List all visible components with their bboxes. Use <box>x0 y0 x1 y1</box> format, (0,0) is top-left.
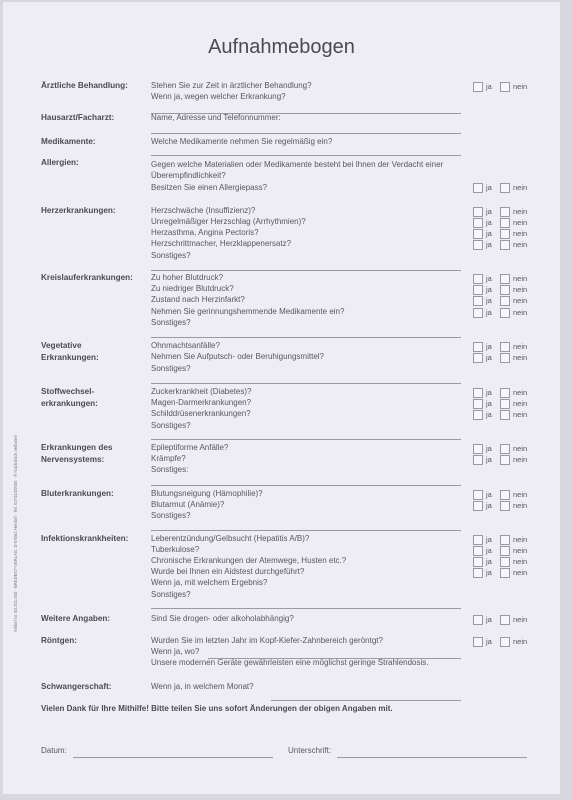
checkbox-ja[interactable] <box>473 399 483 409</box>
yes-no-group <box>473 615 528 625</box>
question: Überempfindlichkeit? <box>151 171 226 180</box>
nein-label: nein <box>513 229 528 238</box>
checkbox-ja[interactable] <box>473 342 483 352</box>
nein-label: nein <box>513 410 528 419</box>
checkbox-ja[interactable] <box>473 568 483 578</box>
checkbox-ja[interactable] <box>473 501 483 511</box>
answer-line[interactable] <box>151 485 461 486</box>
question: Chronische Erkrankungen der Atemwege, Husten etc.? <box>151 556 347 565</box>
ja-label: ja <box>486 183 492 192</box>
checkbox-ja[interactable] <box>473 615 483 625</box>
question: Krämpfe? <box>151 454 186 463</box>
nein-label: nein <box>513 308 528 317</box>
checkbox-nein[interactable] <box>500 240 510 250</box>
side-imprint: Artikel Nr. 83.201.000 · BREDENT-VERLAG, D-57862 Herdorf · Tel. 02744/20000 · ® Nachdruck verboten <box>13 435 18 632</box>
nein-label: nein <box>513 183 528 192</box>
ja-label: ja <box>486 410 492 419</box>
yes-no-group <box>473 229 528 239</box>
section-label: Erkrankungen des Nervensystems: <box>41 443 113 464</box>
nein-label: nein <box>513 388 528 397</box>
answer-line[interactable] <box>151 133 461 134</box>
ja-label: ja <box>486 568 492 577</box>
yes-no-group <box>473 546 528 556</box>
nein-label: nein <box>513 535 528 544</box>
nein-label: nein <box>513 285 528 294</box>
ja-label: ja <box>486 455 492 464</box>
section-label: Herzerkrankungen: <box>41 206 116 215</box>
section-label: Stoffwechsel-erkrankungen: <box>41 387 98 408</box>
checkbox-nein[interactable] <box>500 274 510 284</box>
checkbox-ja[interactable] <box>473 240 483 250</box>
yes-no-group <box>473 183 528 193</box>
section-label: Schwangerschaft: <box>41 682 112 691</box>
form-title: Aufnahmebogen <box>208 36 355 58</box>
checkbox-ja[interactable] <box>473 308 483 318</box>
question: Blutungsneigung (Hämophilie)? <box>151 489 263 498</box>
nein-label: nein <box>513 490 528 499</box>
checkbox-nein[interactable] <box>500 285 510 295</box>
ja-label: ja <box>486 82 492 91</box>
answer-line[interactable] <box>151 155 461 156</box>
checkbox-ja[interactable] <box>473 490 483 500</box>
question: Wenn ja, wo? <box>151 647 200 656</box>
ja-label: ja <box>486 444 492 453</box>
ja-label: ja <box>486 615 492 624</box>
checkbox-ja[interactable] <box>473 274 483 284</box>
checkbox-nein[interactable] <box>500 501 510 511</box>
yes-no-group <box>473 444 528 454</box>
question: Sonstiges? <box>151 318 191 327</box>
nein-label: nein <box>513 296 528 305</box>
yes-no-group <box>473 82 528 92</box>
yes-no-group <box>473 240 528 250</box>
nein-label: nein <box>513 568 528 577</box>
date-label: Datum: <box>41 746 67 755</box>
ja-label: ja <box>486 388 492 397</box>
section-label: Kreislauferkrankungen: <box>41 273 133 282</box>
ja-label: ja <box>486 353 492 362</box>
ja-label: ja <box>486 557 492 566</box>
signature-label: Unterschrift: <box>288 746 332 755</box>
question: Sonstiges? <box>151 590 191 599</box>
ja-label: ja <box>486 240 492 249</box>
nein-label: nein <box>513 399 528 408</box>
yes-no-group <box>473 207 528 217</box>
ja-label: ja <box>486 342 492 351</box>
checkbox-nein[interactable] <box>500 82 510 92</box>
section-label: Vegetative Erkrankungen: <box>41 341 99 362</box>
checkbox-nein[interactable] <box>500 455 510 465</box>
question: Herzschrittmacher, Herzklappenersatz? <box>151 239 292 248</box>
checkbox-ja[interactable] <box>473 444 483 454</box>
checkbox-nein[interactable] <box>500 342 510 352</box>
checkbox-ja[interactable] <box>473 455 483 465</box>
question: Zuckerkrankheit (Diabetes)? <box>151 387 252 396</box>
ja-label: ja <box>486 637 492 646</box>
checkbox-nein[interactable] <box>500 637 510 647</box>
nein-label: nein <box>513 615 528 624</box>
checkbox-nein[interactable] <box>500 535 510 545</box>
answer-line[interactable] <box>151 439 461 440</box>
nein-label: nein <box>513 455 528 464</box>
yes-no-group <box>473 388 528 398</box>
section-label: Infektionskrankheiten: <box>41 534 129 543</box>
checkbox-ja[interactable] <box>473 218 483 228</box>
nein-label: nein <box>513 637 528 646</box>
question: Unregelmäßiger Herzschlag (Arrhythmien)? <box>151 217 306 226</box>
question: Wenn ja, mit welchem Ergebnis? <box>151 578 268 587</box>
question: Zustand nach Herzinfarkt? <box>151 295 245 304</box>
question: Blutarmut (Anämie)? <box>151 500 225 509</box>
yes-no-group <box>473 296 528 306</box>
question: Herzschwäche (Insuffizienz)? <box>151 206 256 215</box>
checkbox-ja[interactable] <box>473 82 483 92</box>
answer-line[interactable] <box>271 700 461 701</box>
checkbox-ja[interactable] <box>473 353 483 363</box>
checkbox-ja[interactable] <box>473 637 483 647</box>
checkbox-ja[interactable] <box>473 285 483 295</box>
checkbox-nein[interactable] <box>500 229 510 239</box>
question: Nehmen Sie Aufputsch- oder Beruhigungsmittel? <box>151 352 324 361</box>
checkbox-nein[interactable] <box>500 183 510 193</box>
section-label: Ärztliche Behandlung: <box>41 81 128 90</box>
question: Tuberkulose? <box>151 545 200 554</box>
nein-label: nein <box>513 501 528 510</box>
checkbox-ja[interactable] <box>473 207 483 217</box>
checkbox-ja[interactable] <box>473 183 483 193</box>
nein-label: nein <box>513 218 528 227</box>
nein-label: nein <box>513 274 528 283</box>
checkbox-nein[interactable] <box>500 399 510 409</box>
question: Sonstiges? <box>151 251 191 260</box>
question: Sind Sie drogen- oder alkoholabhängig? <box>151 614 294 623</box>
checkbox-ja[interactable] <box>473 388 483 398</box>
question: Wurden Sie im letzten Jahr im Kopf-Kiefer-Zahnbereich geröntgt? <box>151 636 383 645</box>
nein-label: nein <box>513 557 528 566</box>
checkbox-nein[interactable] <box>500 557 510 567</box>
yes-no-group <box>473 218 528 228</box>
answer-line[interactable] <box>208 658 461 659</box>
question: Gegen welche Materialien oder Medikamente besteht bei Ihnen der Verdacht einer <box>151 160 444 169</box>
yes-no-group <box>473 490 528 500</box>
question: Sonstiges? <box>151 511 191 520</box>
ja-label: ja <box>486 399 492 408</box>
question: Schilddrüsenerkrankungen? <box>151 409 251 418</box>
question: Herzasthma, Angina Pectoris? <box>151 228 259 237</box>
question: Stehen Sie zur Zeit in ärztlicher Behandlung? <box>151 81 312 90</box>
checkbox-nein[interactable] <box>500 410 510 420</box>
nein-label: nein <box>513 546 528 555</box>
yes-no-group <box>473 568 528 578</box>
answer-line[interactable] <box>151 337 461 338</box>
checkbox-nein[interactable] <box>500 218 510 228</box>
question: Magen-Darmerkrankungen? <box>151 398 252 407</box>
checkbox-ja[interactable] <box>473 535 483 545</box>
yes-no-group <box>473 353 528 363</box>
question: Name, Adresse und Telefonnummer: <box>151 113 281 122</box>
yes-no-group <box>473 557 528 567</box>
yes-no-group <box>473 455 528 465</box>
form-sheet <box>3 2 560 794</box>
ja-label: ja <box>486 546 492 555</box>
yes-no-group <box>473 274 528 284</box>
section-label: Medikamente: <box>41 137 96 146</box>
nein-label: nein <box>513 207 528 216</box>
checkbox-ja[interactable] <box>473 546 483 556</box>
question: Sonstiges: <box>151 465 189 474</box>
ja-label: ja <box>486 274 492 283</box>
question: Besitzen Sie einen Allergiepass? <box>151 183 268 192</box>
question: Wenn ja, wegen welcher Erkrankung? <box>151 92 286 101</box>
ja-label: ja <box>486 207 492 216</box>
checkbox-ja[interactable] <box>473 557 483 567</box>
checkbox-nein[interactable] <box>500 444 510 454</box>
checkbox-nein[interactable] <box>500 615 510 625</box>
ja-label: ja <box>486 501 492 510</box>
checkbox-nein[interactable] <box>500 546 510 556</box>
thanks-note: Vielen Dank für Ihre Mithilfe! Bitte teilen Sie uns sofort Änderungen der obigen Angaben mit. <box>41 704 393 713</box>
section-label: Hausarzt/Facharzt: <box>41 113 115 122</box>
checkbox-nein[interactable] <box>500 296 510 306</box>
checkbox-nein[interactable] <box>500 490 510 500</box>
yes-no-group <box>473 535 528 545</box>
date-line[interactable] <box>73 757 273 758</box>
checkbox-ja[interactable] <box>473 296 483 306</box>
yes-no-group <box>473 501 528 511</box>
section-label: Allergien: <box>41 158 79 167</box>
yes-no-group <box>473 285 528 295</box>
checkbox-ja[interactable] <box>473 410 483 420</box>
question: Ohnmachtsanfälle? <box>151 341 220 350</box>
question: Sonstiges? <box>151 421 191 430</box>
question: Epileptiforme Anfälle? <box>151 443 229 452</box>
yes-no-group <box>473 308 528 318</box>
nein-label: nein <box>513 444 528 453</box>
question: Sonstiges? <box>151 364 191 373</box>
checkbox-nein[interactable] <box>500 568 510 578</box>
ja-label: ja <box>486 218 492 227</box>
question: Nehmen Sie gerinnungshemmende Medikamente ein? <box>151 307 345 316</box>
yes-no-group <box>473 637 528 647</box>
question: Unsere modernen Geräte gewährleisten eine möglichst geringe Strahlendosis. <box>151 658 429 667</box>
section-label: Weitere Angaben: <box>41 614 111 623</box>
nein-label: nein <box>513 240 528 249</box>
question: Zu hoher Blutdruck? <box>151 273 224 282</box>
checkbox-nein[interactable] <box>500 207 510 217</box>
checkbox-ja[interactable] <box>473 229 483 239</box>
answer-line[interactable] <box>151 530 461 531</box>
ja-label: ja <box>486 296 492 305</box>
nein-label: nein <box>513 342 528 351</box>
checkbox-nein[interactable] <box>500 388 510 398</box>
checkbox-nein[interactable] <box>500 308 510 318</box>
ja-label: ja <box>486 490 492 499</box>
nein-label: nein <box>513 82 528 91</box>
yes-no-group <box>473 399 528 409</box>
yes-no-group <box>473 410 528 420</box>
question: Zu niedriger Blutdruck? <box>151 284 234 293</box>
question: Wenn ja, in welchem Monat? <box>151 682 254 691</box>
checkbox-nein[interactable] <box>500 353 510 363</box>
question: Leberentzündung/Gelbsucht (Hepatitis A/B)? <box>151 534 310 543</box>
ja-label: ja <box>486 535 492 544</box>
answer-line[interactable] <box>151 270 461 271</box>
signature-line[interactable] <box>337 757 527 758</box>
answer-line[interactable] <box>151 383 461 384</box>
section-label: Bluterkrankungen: <box>41 489 114 498</box>
ja-label: ja <box>486 285 492 294</box>
answer-line[interactable] <box>151 608 461 609</box>
question: Welche Medikamente nehmen Sie regelmäßig ein? <box>151 137 333 146</box>
nein-label: nein <box>513 353 528 362</box>
yes-no-group <box>473 342 528 352</box>
question: Wurde bei Ihnen ein Aidstest durchgeführt? <box>151 567 305 576</box>
ja-label: ja <box>486 308 492 317</box>
ja-label: ja <box>486 229 492 238</box>
section-label: Röntgen: <box>41 636 77 645</box>
